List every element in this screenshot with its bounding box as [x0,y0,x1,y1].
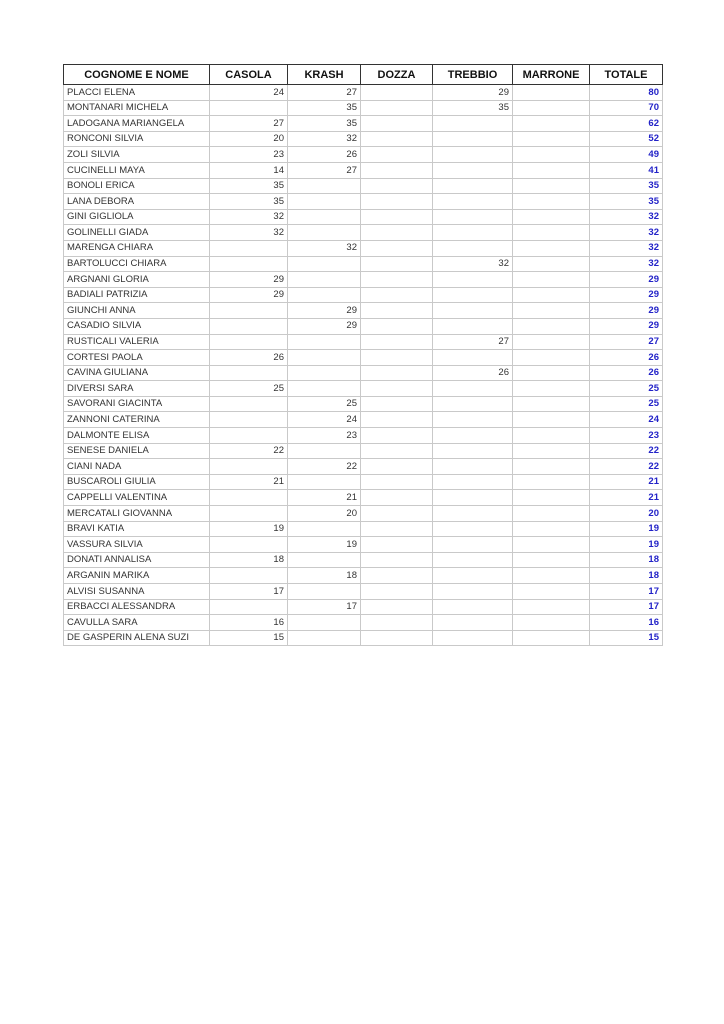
cell-trebbio [433,537,513,553]
column-header-totale: TOTALE [590,65,663,85]
column-header-krash: KRASH [288,65,361,85]
cell-name: LADOGANA MARIANGELA [64,116,210,132]
cell-dozza [361,615,433,631]
cell-name: RONCONI SILVIA [64,131,210,147]
table-row [64,506,663,522]
cell-name: DALMONTE ELISA [64,428,210,444]
cell-dozza [361,303,433,319]
cell-totale: 80 [590,85,663,101]
cell-marrone [513,303,590,319]
cell-krash: 21 [288,490,361,506]
cell-dozza [361,272,433,288]
cell-totale: 29 [590,318,663,334]
column-header-trebbio: TREBBIO [433,65,513,85]
cell-totale: 41 [590,162,663,178]
cell-marrone [513,256,590,272]
cell-krash: 27 [288,85,361,101]
table-row [64,194,663,210]
table-row [64,147,663,163]
cell-name: ALVISI SUSANNA [64,584,210,600]
cell-dozza [361,412,433,428]
cell-name: PLACCI ELENA [64,85,210,101]
cell-casola: 19 [210,521,288,537]
cell-trebbio [433,459,513,475]
table-row [64,381,663,397]
cell-totale: 32 [590,225,663,241]
cell-name: GINI GIGLIOLA [64,209,210,225]
table-row [64,490,663,506]
column-header-marrone: MARRONE [513,65,590,85]
cell-trebbio [433,303,513,319]
table-row [64,85,663,101]
cell-totale: 35 [590,194,663,210]
cell-trebbio [433,162,513,178]
cell-dozza [361,240,433,256]
table-row [64,584,663,600]
cell-dozza [361,568,433,584]
cell-casola [210,506,288,522]
cell-casola: 14 [210,162,288,178]
cell-krash [288,474,361,490]
cell-dozza [361,552,433,568]
cell-name: CUCINELLI MAYA [64,162,210,178]
table-row [64,365,663,381]
cell-name: BUSCAROLI GIULIA [64,474,210,490]
table-row [64,178,663,194]
cell-marrone [513,381,590,397]
cell-krash: 35 [288,100,361,116]
cell-krash: 29 [288,318,361,334]
cell-casola: 24 [210,85,288,101]
cell-totale: 19 [590,521,663,537]
cell-trebbio [433,272,513,288]
cell-casola: 29 [210,272,288,288]
cell-dozza [361,116,433,132]
cell-name: GOLINELLI GIADA [64,225,210,241]
cell-totale: 49 [590,147,663,163]
cell-krash [288,443,361,459]
cell-trebbio [433,506,513,522]
cell-dozza [361,521,433,537]
cell-totale: 70 [590,100,663,116]
cell-trebbio [433,599,513,615]
cell-dozza [361,474,433,490]
table-row [64,303,663,319]
cell-totale: 29 [590,287,663,303]
table-row [64,599,663,615]
cell-totale: 35 [590,178,663,194]
cell-marrone [513,474,590,490]
cell-totale: 32 [590,209,663,225]
table-row [64,474,663,490]
cell-krash: 23 [288,428,361,444]
cell-name: BARTOLUCCI CHIARA [64,256,210,272]
cell-totale: 25 [590,381,663,397]
cell-trebbio [433,131,513,147]
table-row [64,131,663,147]
cell-casola [210,240,288,256]
cell-name: VASSURA SILVIA [64,537,210,553]
cell-trebbio [433,116,513,132]
cell-trebbio [433,396,513,412]
cell-krash [288,615,361,631]
cell-name: RUSTICALI VALERIA [64,334,210,350]
cell-krash [288,521,361,537]
cell-trebbio [433,428,513,444]
table-row [64,318,663,334]
cell-totale: 29 [590,303,663,319]
cell-casola: 18 [210,552,288,568]
cell-casola: 21 [210,474,288,490]
table-row [64,100,663,116]
cell-totale: 24 [590,412,663,428]
table-row [64,287,663,303]
cell-casola [210,365,288,381]
cell-name: CASADIO SILVIA [64,318,210,334]
cell-krash: 22 [288,459,361,475]
cell-krash [288,334,361,350]
cell-casola [210,490,288,506]
cell-krash [288,350,361,366]
cell-casola: 35 [210,178,288,194]
cell-krash [288,287,361,303]
cell-dozza [361,381,433,397]
header-row [64,65,663,85]
cell-casola: 26 [210,350,288,366]
cell-name: MARENGA CHIARA [64,240,210,256]
cell-totale: 32 [590,240,663,256]
cell-totale: 32 [590,256,663,272]
cell-marrone [513,630,590,646]
cell-trebbio: 26 [433,365,513,381]
cell-krash [288,630,361,646]
cell-name: ERBACCI ALESSANDRA [64,599,210,615]
cell-dozza [361,506,433,522]
table-row [64,116,663,132]
cell-name: DE GASPERIN ALENA SUZI [64,630,210,646]
cell-dozza [361,396,433,412]
cell-totale: 52 [590,131,663,147]
cell-name: ARGANIN MARIKA [64,568,210,584]
cell-dozza [361,365,433,381]
cell-marrone [513,365,590,381]
cell-marrone [513,131,590,147]
cell-marrone [513,162,590,178]
cell-trebbio [433,350,513,366]
cell-krash [288,552,361,568]
cell-trebbio [433,147,513,163]
cell-dozza [361,100,433,116]
table-row [64,272,663,288]
cell-casola: 16 [210,615,288,631]
cell-trebbio [433,194,513,210]
cell-casola: 35 [210,194,288,210]
cell-name: GIUNCHI ANNA [64,303,210,319]
cell-casola: 27 [210,116,288,132]
cell-krash: 29 [288,303,361,319]
cell-totale: 62 [590,116,663,132]
table-row [64,412,663,428]
cell-casola: 20 [210,131,288,147]
cell-totale: 25 [590,396,663,412]
table-row [64,396,663,412]
cell-totale: 18 [590,568,663,584]
cell-krash [288,256,361,272]
table-row [64,256,663,272]
cell-trebbio [433,412,513,428]
cell-marrone [513,490,590,506]
table-row [64,615,663,631]
cell-name: MERCATALI GIOVANNA [64,506,210,522]
cell-krash: 17 [288,599,361,615]
cell-name: BONOLI ERICA [64,178,210,194]
cell-name: CAPPELLI VALENTINA [64,490,210,506]
cell-trebbio [433,568,513,584]
cell-dozza [361,225,433,241]
cell-casola [210,100,288,116]
column-header-name: COGNOME E NOME [64,65,210,85]
cell-casola [210,599,288,615]
cell-casola [210,256,288,272]
cell-casola: 17 [210,584,288,600]
cell-casola [210,412,288,428]
table-row [64,521,663,537]
cell-trebbio [433,178,513,194]
cell-trebbio [433,552,513,568]
cell-casola: 29 [210,287,288,303]
cell-name: LANA DEBORA [64,194,210,210]
column-header-casola: CASOLA [210,65,288,85]
table-row [64,630,663,646]
cell-casola [210,318,288,334]
cell-casola: 15 [210,630,288,646]
cell-dozza [361,350,433,366]
cell-marrone [513,521,590,537]
cell-marrone [513,428,590,444]
cell-trebbio [433,615,513,631]
cell-krash [288,178,361,194]
cell-totale: 29 [590,272,663,288]
cell-totale: 20 [590,506,663,522]
cell-krash: 19 [288,537,361,553]
cell-name: SENESE DANIELA [64,443,210,459]
table-row [64,334,663,350]
cell-totale: 21 [590,474,663,490]
cell-krash [288,225,361,241]
cell-name: MONTANARI MICHELA [64,100,210,116]
cell-totale: 26 [590,350,663,366]
cell-totale: 21 [590,490,663,506]
cell-name: CORTESI PAOLA [64,350,210,366]
cell-dozza [361,599,433,615]
cell-trebbio: 27 [433,334,513,350]
table-row [64,552,663,568]
cell-dozza [361,630,433,646]
cell-totale: 26 [590,365,663,381]
cell-marrone [513,116,590,132]
cell-name: CAVINA GIULIANA [64,365,210,381]
column-header-dozza: DOZZA [361,65,433,85]
cell-totale: 22 [590,443,663,459]
cell-casola [210,334,288,350]
cell-totale: 17 [590,599,663,615]
cell-totale: 16 [590,615,663,631]
cell-name: SAVORANI GIACINTA [64,396,210,412]
cell-name: CIANI NADA [64,459,210,475]
cell-dozza [361,131,433,147]
cell-marrone [513,396,590,412]
cell-dozza [361,334,433,350]
cell-krash: 24 [288,412,361,428]
cell-trebbio [433,630,513,646]
cell-marrone [513,584,590,600]
cell-marrone [513,272,590,288]
cell-trebbio [433,490,513,506]
cell-dozza [361,490,433,506]
table-row [64,537,663,553]
cell-marrone [513,443,590,459]
cell-casola: 32 [210,209,288,225]
cell-trebbio [433,443,513,459]
cell-totale: 18 [590,552,663,568]
cell-trebbio [433,584,513,600]
cell-marrone [513,209,590,225]
cell-krash [288,194,361,210]
cell-casola [210,428,288,444]
cell-dozza [361,318,433,334]
cell-krash: 26 [288,147,361,163]
cell-krash [288,209,361,225]
cell-casola: 23 [210,147,288,163]
cell-totale: 23 [590,428,663,444]
cell-trebbio [433,474,513,490]
cell-krash [288,272,361,288]
cell-marrone [513,615,590,631]
cell-marrone [513,287,590,303]
cell-marrone [513,240,590,256]
cell-krash: 25 [288,396,361,412]
table-row [64,568,663,584]
table-row [64,428,663,444]
cell-dozza [361,584,433,600]
cell-marrone [513,568,590,584]
cell-casola [210,303,288,319]
cell-casola [210,537,288,553]
cell-krash [288,381,361,397]
cell-casola [210,568,288,584]
table-row [64,459,663,475]
cell-marrone [513,318,590,334]
cell-dozza [361,194,433,210]
cell-marrone [513,599,590,615]
cell-casola: 22 [210,443,288,459]
cell-dozza [361,162,433,178]
cell-dozza [361,428,433,444]
cell-casola: 32 [210,225,288,241]
cell-trebbio: 32 [433,256,513,272]
cell-totale: 27 [590,334,663,350]
cell-krash: 35 [288,116,361,132]
table-row [64,240,663,256]
cell-name: DONATI ANNALISA [64,552,210,568]
cell-trebbio: 35 [433,100,513,116]
cell-krash [288,584,361,600]
cell-name: DIVERSI SARA [64,381,210,397]
cell-marrone [513,334,590,350]
cell-name: CAVULLA SARA [64,615,210,631]
cell-marrone [513,350,590,366]
cell-dozza [361,209,433,225]
cell-trebbio [433,209,513,225]
cell-marrone [513,552,590,568]
cell-name: BADIALI PATRIZIA [64,287,210,303]
cell-trebbio [433,287,513,303]
cell-casola [210,459,288,475]
cell-marrone [513,537,590,553]
cell-krash: 20 [288,506,361,522]
cell-trebbio [433,318,513,334]
cell-totale: 15 [590,630,663,646]
cell-marrone [513,459,590,475]
results-table [63,64,663,646]
cell-totale: 19 [590,537,663,553]
cell-name: ARGNANI GLORIA [64,272,210,288]
table-row [64,162,663,178]
cell-marrone [513,100,590,116]
cell-marrone [513,506,590,522]
cell-dozza [361,178,433,194]
cell-totale: 17 [590,584,663,600]
cell-dozza [361,256,433,272]
cell-krash: 27 [288,162,361,178]
cell-krash: 32 [288,240,361,256]
cell-dozza [361,85,433,101]
cell-marrone [513,85,590,101]
cell-name: ZOLI SILVIA [64,147,210,163]
cell-marrone [513,412,590,428]
cell-casola: 25 [210,381,288,397]
cell-trebbio [433,521,513,537]
cell-totale: 22 [590,459,663,475]
table-row [64,443,663,459]
cell-dozza [361,287,433,303]
cell-dozza [361,537,433,553]
cell-trebbio [433,381,513,397]
cell-trebbio [433,225,513,241]
table-row [64,209,663,225]
cell-marrone [513,194,590,210]
cell-marrone [513,225,590,241]
table-row [64,350,663,366]
cell-name: ZANNONI CATERINA [64,412,210,428]
cell-krash [288,365,361,381]
cell-dozza [361,459,433,475]
cell-marrone [513,147,590,163]
cell-dozza [361,147,433,163]
cell-dozza [361,443,433,459]
cell-trebbio [433,240,513,256]
cell-krash: 32 [288,131,361,147]
cell-casola [210,396,288,412]
cell-trebbio: 29 [433,85,513,101]
table-row [64,225,663,241]
cell-marrone [513,178,590,194]
cell-krash: 18 [288,568,361,584]
cell-name: BRAVI KATIA [64,521,210,537]
